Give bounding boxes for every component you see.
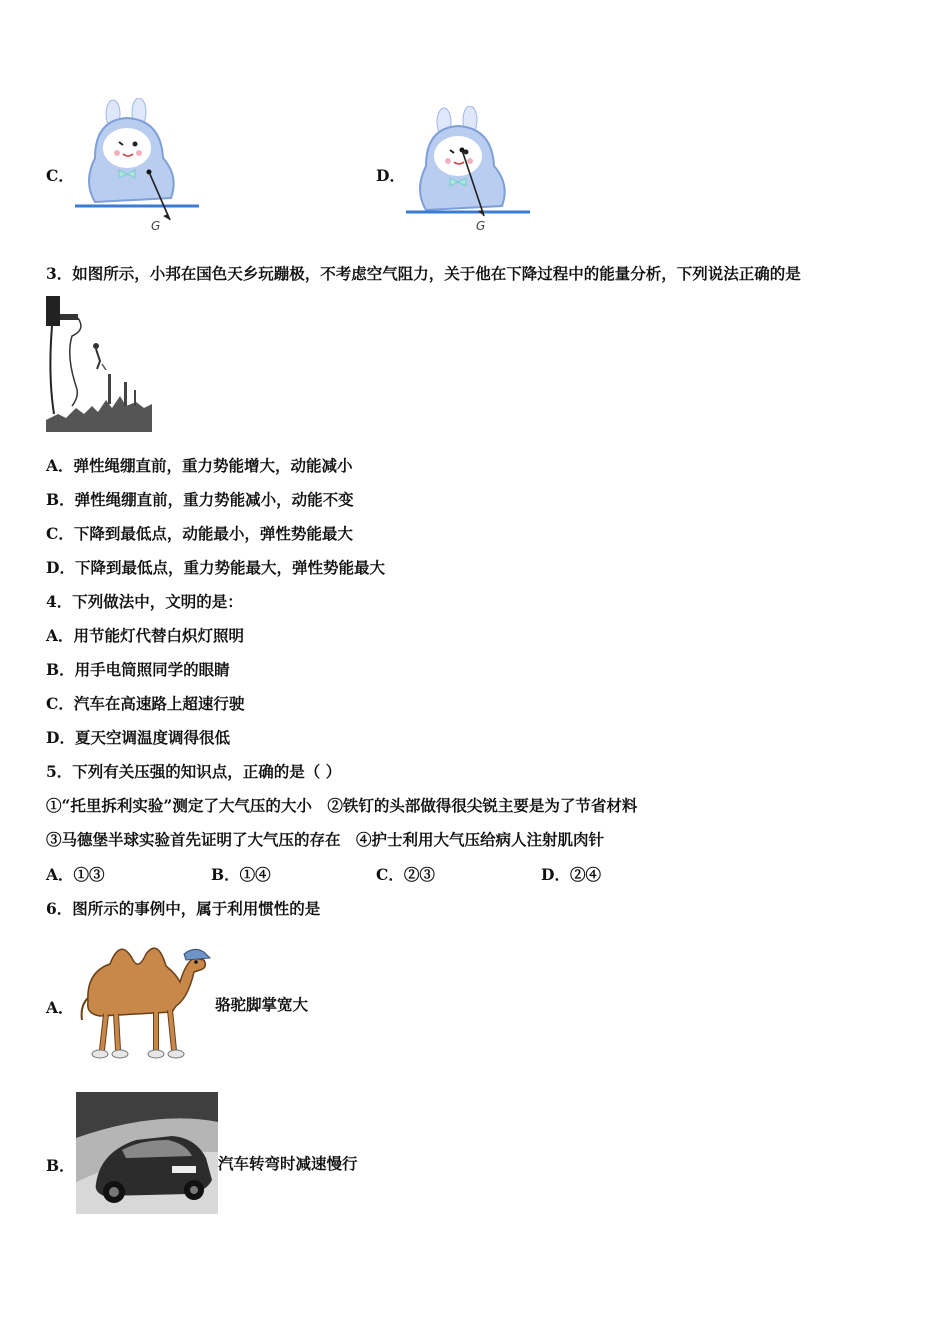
q6-option-a-text: 骆驼脚掌宽大: [215, 995, 309, 1014]
question-6-stem: 6．图所示的事例中，属于利用惯性的是: [46, 899, 321, 918]
question-4-stem: 4．下列做法中，文明的是：: [46, 592, 243, 611]
camel-icon: [76, 932, 212, 1062]
tumbler-doll-gravity-arrow-icon: [75, 98, 199, 234]
q4-option-a: A．用节能灯代替白炽灯照明: [46, 626, 245, 645]
q4-option-d: D．夏天空调温度调得很低: [46, 728, 230, 747]
q6-option-a-label: A．: [46, 998, 74, 1017]
q5-option-d: D．②④: [541, 865, 601, 884]
car-turning-icon: [76, 1092, 218, 1214]
question-3-stem: 3．如图所示，小邦在国色天乡玩蹦极，不考虑空气阻力，关于他在下降过程中的能量分析，下列说法正确的是: [46, 264, 801, 283]
q5-option-c: C．②③: [376, 865, 435, 884]
q3-option-b: B．弹性绳绷直前，重力势能减小，动能不变: [46, 490, 354, 509]
q5-option-b: B．①④: [211, 865, 271, 884]
option-d-label: D．: [376, 166, 405, 185]
q4-option-b: B．用手电筒照同学的眼睛: [46, 660, 230, 679]
q3-option-c: C．下降到最低点，动能最小，弹性势能最大: [46, 524, 353, 543]
q5-option-a: A．①③: [46, 865, 105, 884]
q4-option-c: C．汽车在高速路上超速行驶: [46, 694, 245, 713]
camel-figure: [76, 932, 212, 1062]
q5-statements-line-1: ①“托里拆利实验”测定了大气压的大小 ②铁钉的头部做得很尖锐主要是为了节省材料: [46, 796, 638, 815]
tumbler-doll-d-figure: [406, 106, 530, 234]
q6-option-b-text: 汽车转弯时减速慢行: [218, 1154, 358, 1173]
bungee-figure: [46, 296, 152, 432]
option-c-label: C．: [46, 166, 74, 185]
gravity-symbol: G: [476, 219, 486, 233]
tumbler-doll-gravity-arrow-icon: [406, 106, 530, 234]
car-figure: [76, 1092, 218, 1214]
q3-option-d: D．下降到最低点，重力势能最大，弹性势能最大: [46, 558, 385, 577]
tumbler-doll-c-figure: [75, 98, 199, 234]
gravity-symbol: G: [151, 219, 161, 233]
q6-option-b-label: B．: [46, 1156, 75, 1175]
q5-statements-line-2: ③马德堡半球实验首先证明了大气压的存在 ④护士利用大气压给病人注射肌肉针: [46, 830, 605, 849]
question-5-stem: 5．下列有关压强的知识点，正确的是（ ）: [46, 762, 342, 781]
bungee-jump-icon: [46, 296, 152, 432]
q3-option-a: A．弹性绳绷直前，重力势能增大，动能减小: [46, 456, 353, 475]
